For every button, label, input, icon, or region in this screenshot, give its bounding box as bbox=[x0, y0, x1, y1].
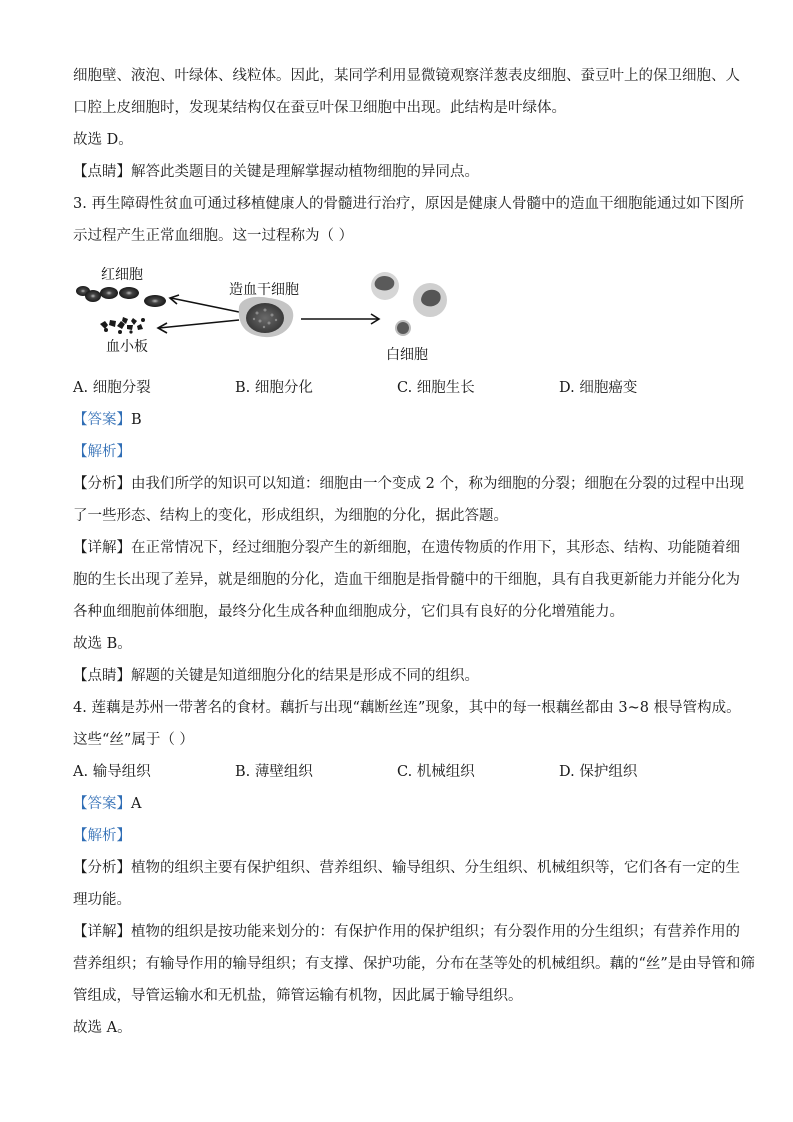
detail-line bbox=[73, 922, 740, 942]
detail-text: 在正常情况下，经过细胞分裂产生的新细胞，在遗传物质的作用下，其形态、结构、功能随着细 bbox=[131, 540, 740, 556]
detail-line: 管组成，导管运输水和无机盐，筛管运输有机物，因此属于输导组织。 bbox=[73, 988, 523, 1004]
detail-line: 胞的生长出现了差异，就是细胞的分化，造血干细胞是指骨髓中的干细胞，具有自我更新能力并能分化为 bbox=[73, 572, 740, 588]
detail-line: 各种血细胞前体细胞，最终分化生成各种血细胞成分，它们具有良好的分化增殖能力。 bbox=[73, 604, 624, 620]
analysis-title: 【解析】 bbox=[73, 828, 131, 844]
red-cells-label: 红细胞 bbox=[101, 267, 143, 283]
analysis-line: 了一些形态、结构上的变化，形成组织，为细胞的分化，据此答题。 bbox=[73, 508, 508, 524]
text-line: 口腔上皮细胞时，发现某结构仅在蚕豆叶保卫细胞中出现。此结构是叶绿体。 bbox=[73, 100, 566, 116]
platelets bbox=[100, 317, 145, 334]
option-b: B. 细胞分化 bbox=[235, 380, 313, 396]
stem-cell-label: 造血干细胞 bbox=[229, 282, 299, 298]
question-3-options bbox=[73, 378, 723, 398]
question-3-line-2: 示过程产生正常血细胞。这一过程称为（ ） bbox=[73, 228, 354, 244]
blood-cell-figure bbox=[73, 262, 473, 367]
analysis-line bbox=[73, 858, 740, 878]
analysis-text: 植物的组织主要有保护组织、营养组织、输导组织、分生组织、机械组织等，它们各有一定的生 bbox=[131, 860, 740, 876]
key-point-tag: 【点睛】 bbox=[73, 668, 131, 684]
question-3-line-1: 3. 再生障碍性贫血可通过移植健康人的骨髓进行治疗，原因是健康人骨髓中的造血干细胞能通过如下图所 bbox=[73, 196, 744, 212]
analysis-line bbox=[73, 474, 744, 494]
text-line: 细胞壁、液泡、叶绿体、线粒体。因此，某同学利用显微镜观察洋葱表皮细胞、蚕豆叶上的保卫细胞、人 bbox=[73, 68, 740, 84]
option-b: B. 薄壁组织 bbox=[235, 764, 313, 780]
answer-tag: 【答案】 bbox=[73, 796, 131, 812]
key-point-text: 解答此类题目的关键是理解掌握动植物细胞的异同点。 bbox=[131, 164, 479, 180]
white-cells-label: 白细胞 bbox=[386, 347, 428, 363]
analysis-tag: 【分析】 bbox=[73, 860, 131, 876]
stem-cell bbox=[239, 297, 293, 337]
analysis-text: 由我们所学的知识可以知道：细胞由一个变成 2 个，称为细胞的分裂；细胞在分裂的过程中出现 bbox=[131, 476, 744, 492]
key-point-tag: 【点睛】 bbox=[73, 164, 131, 180]
red-blood-cells bbox=[76, 286, 166, 307]
option-a: A. 输导组织 bbox=[73, 764, 151, 780]
key-point-line bbox=[73, 162, 723, 182]
option-c: C. 机械组织 bbox=[397, 764, 475, 780]
question-4-answer bbox=[73, 794, 723, 814]
option-a: A. 细胞分裂 bbox=[73, 380, 151, 396]
answer-value: B bbox=[131, 412, 142, 428]
analysis-line: 理功能。 bbox=[73, 892, 131, 908]
option-d: D. 细胞癌变 bbox=[559, 380, 638, 396]
choose-line: 故选 A。 bbox=[73, 1020, 132, 1036]
answer-value: A bbox=[131, 796, 142, 812]
analysis-tag: 【分析】 bbox=[73, 476, 131, 492]
detail-tag: 【详解】 bbox=[73, 540, 131, 556]
option-c: C. 细胞生长 bbox=[397, 380, 475, 396]
detail-tag: 【详解】 bbox=[73, 924, 131, 940]
question-4-line-1: 4. 莲藕是苏州一带著名的食材。藕折与出现“藕断丝连”现象，其中的每一根藕丝都由 3~8 根导管构成。 bbox=[73, 700, 741, 716]
white-blood-cells bbox=[371, 272, 447, 336]
choose-line: 故选 D。 bbox=[73, 132, 133, 148]
detail-line: 营养组织；有输导作用的输导组织；有支撑、保护功能，分布在茎等处的机械组织。藕的“丝”是由导管和筛 bbox=[73, 956, 755, 972]
question-4-line-2: 这些“丝”属于（ ） bbox=[73, 732, 194, 748]
detail-line bbox=[73, 538, 740, 558]
key-point-line bbox=[73, 666, 723, 686]
answer-tag: 【答案】 bbox=[73, 412, 131, 428]
key-point-text: 解题的关键是知道细胞分化的结果是形成不同的组织。 bbox=[131, 668, 479, 684]
choose-line: 故选 B。 bbox=[73, 636, 132, 652]
option-d: D. 保护组织 bbox=[559, 764, 638, 780]
question-3-answer bbox=[73, 410, 723, 430]
question-4-options bbox=[73, 762, 723, 782]
platelets-label: 血小板 bbox=[106, 339, 148, 355]
analysis-title: 【解析】 bbox=[73, 444, 131, 460]
detail-text: 植物的组织是按功能来划分的：有保护作用的保护组织；有分裂作用的分生组织；有营养作用的 bbox=[131, 924, 740, 940]
